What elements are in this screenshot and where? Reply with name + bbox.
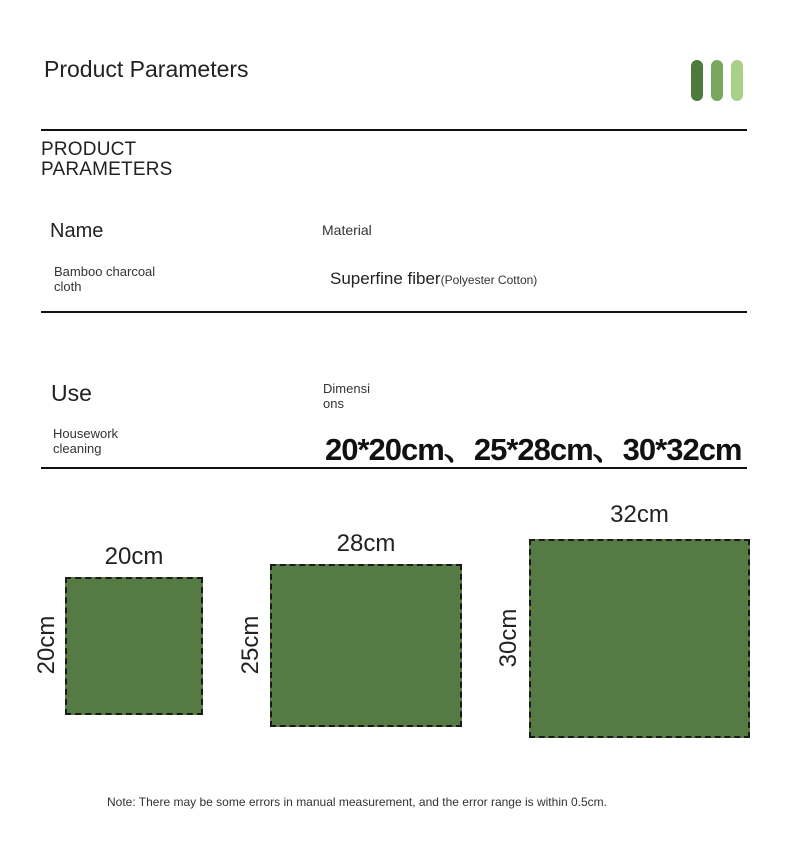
name-value-line1: Bamboo charcoal	[54, 264, 156, 279]
use-label: Use	[51, 380, 92, 406]
material-value	[330, 269, 537, 289]
size-small-width-label: 20cm	[104, 543, 164, 570]
material-label: Material	[322, 222, 372, 238]
size-large-height-label: 30cm	[495, 608, 522, 668]
accent-bar-dark	[691, 60, 703, 101]
name-value	[54, 264, 155, 294]
divider-bottom	[41, 467, 747, 469]
dimensions-value: 20*20cm、25*28cm、30*32cm	[325, 432, 742, 467]
page-title: Product Parameters	[44, 56, 249, 82]
dimensions-label-line2: ons	[323, 396, 344, 411]
use-value-line2: cleaning	[53, 441, 102, 456]
material-value-main: Superfine fiber	[330, 269, 441, 288]
size-large-width-label: 32cm	[610, 501, 669, 528]
divider-top	[41, 129, 747, 131]
divider-middle	[41, 311, 747, 313]
size-medium-height-label: 25cm	[237, 615, 264, 675]
section-title-line2: PARAMETERS	[41, 159, 173, 180]
use-value-line1: Housework	[53, 426, 119, 441]
size-small-height-label: 20cm	[33, 615, 60, 675]
size-small-cloth	[65, 577, 203, 715]
measurement-note: Note: There may be some errors in manual measurement, and the error range is within 0.5cm.	[107, 795, 608, 809]
size-large-cloth	[529, 539, 750, 738]
use-value	[53, 426, 118, 456]
size-medium-width-label: 28cm	[336, 530, 396, 557]
dimensions-label	[323, 381, 370, 411]
name-value-line2: cloth	[54, 279, 82, 294]
material-value-note: (Polyester Cotton)	[440, 273, 538, 287]
accent-bar-mid	[711, 60, 723, 101]
accent-bar-light	[731, 60, 743, 101]
size-medium-cloth	[270, 564, 462, 727]
name-label: Name	[50, 220, 104, 242]
section-title	[41, 140, 173, 180]
section-title-line1: PRODUCT	[41, 139, 137, 160]
dimensions-label-line1: Dimensi	[323, 381, 370, 396]
